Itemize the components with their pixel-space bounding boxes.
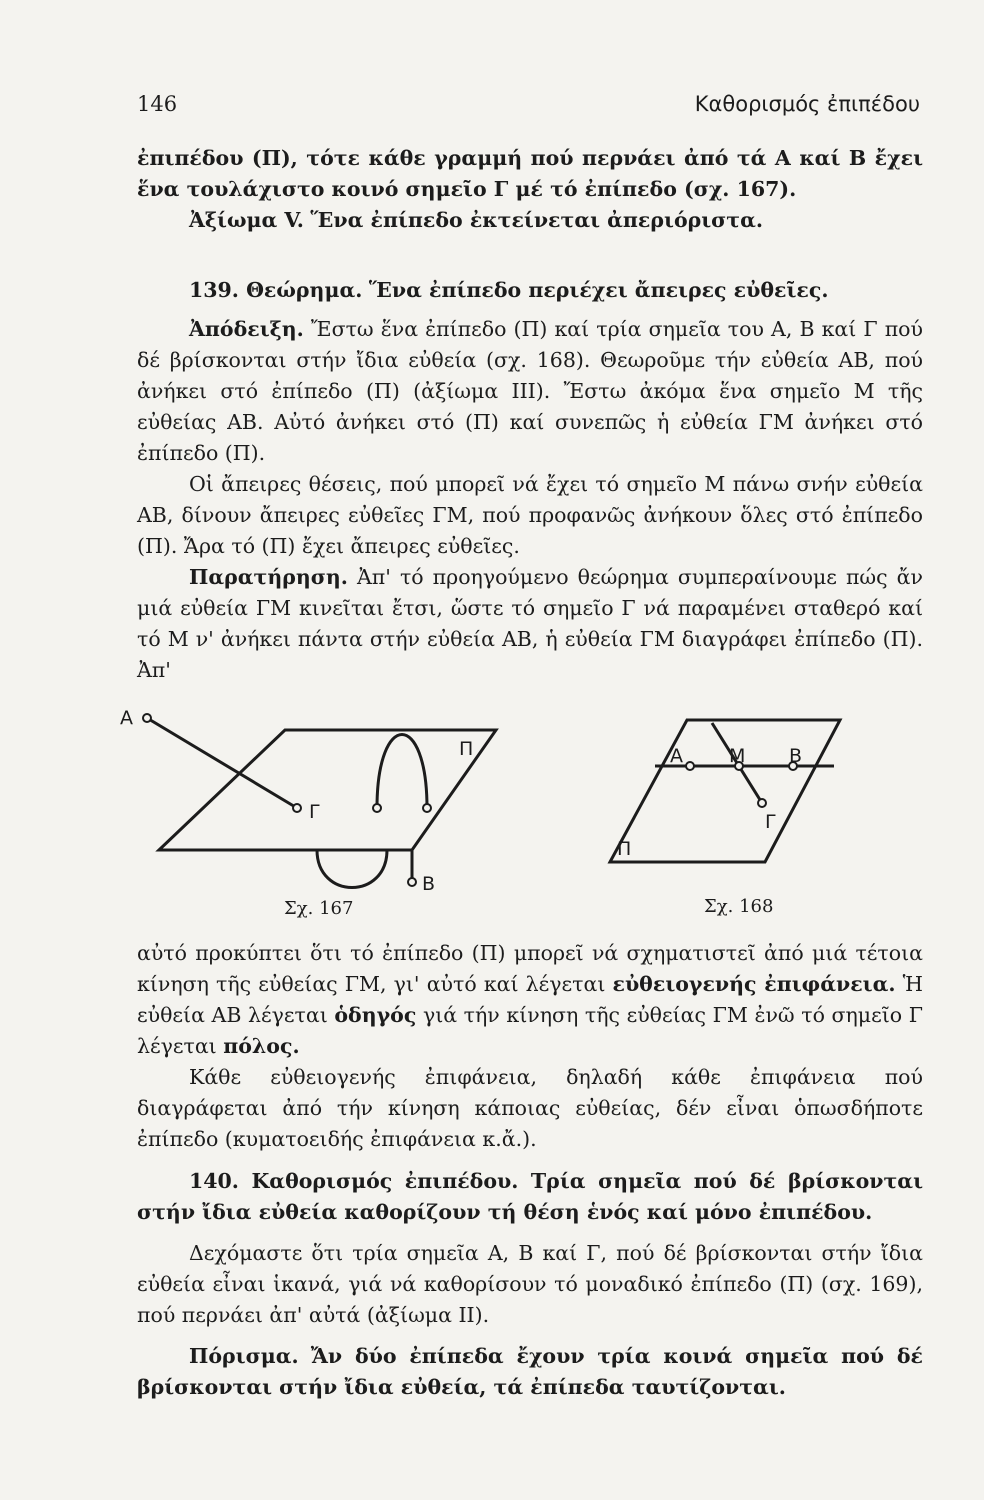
- fig168-label-B: Β: [789, 745, 803, 767]
- section-140-heading: 140. Καθορισμός ἐπιπέδου. Τρία σημεῖα πού δέ βρίσκονται στήν ἴδια εὐθεία καθορίζουν τή θέση ἑνός καί μόνο ἐπιπέδου.: [137, 1169, 923, 1224]
- ruled-surface-paragraph: [137, 938, 923, 1062]
- theorem-label: 139. Θεώρημα.: [189, 278, 363, 302]
- fig168-label-G: Γ: [765, 811, 776, 833]
- fig167-line-AG: [147, 718, 297, 808]
- proof-text: Ἔστω ἕνα ἐπίπεδο (Π) καί τρία σημεῖα του Α, Β καί Γ πού δέ βρίσκονται στήν ἴδια εὐθεία (σχ. 168). Θεωροῦμε τήν εὐθεία ΑΒ, πού ἀνήκει στό ἐπίπεδο (Π) (ἀξίωμα III). Ἔστω ἀκόμα ἕνα σημεῖο Μ τῆς εὐθείας ΑΒ. Αὐτό ἀνήκει στό (Π) καί συνεπῶς ἡ εὐθεία ΓΜ ἀνήκει στό ἐπίπεδο (Π).: [137, 317, 923, 465]
- infinite-positions-paragraph: Οἱ ἄπειρες θέσεις, πού μπορεῖ νά ἔχει τό σημεῖο Μ πάνω σνήν εὐθεία ΑΒ, δίνουν ἄπειρες εὐθεῖες ΓΜ, πού προφανῶς ἀνήκουν ὅλες στό ἐπίπεδο (Π). Ἄρα τό (Π) ἔχει ἄπειρες εὐθεῖες.: [137, 472, 923, 558]
- block-section-140: [137, 1166, 923, 1403]
- figure-168-drawing: [610, 720, 840, 862]
- term-pole: πόλος.: [223, 1034, 300, 1058]
- fig168-label-A: Α: [670, 745, 683, 767]
- ruled-surface-paragraph-2: Κάθε εὐθειογενής ἐπιφάνεια, δηλαδή κάθε ἐπιφάνεια πού διαγράφεται ἀπό τήν κίνηση κάποιας εὐθείας, δέν εἶναι ὁπωσδήποτε ἐπίπεδο (κυματοειδής ἐπιφάνεια κ.ἄ.).: [137, 1065, 923, 1151]
- fig167-curve-above: [377, 735, 427, 809]
- page-header: [137, 92, 920, 122]
- block-theorem-139: [137, 275, 923, 686]
- fig167-label-A: Α: [120, 707, 133, 729]
- corollary-paragraph: [137, 1341, 923, 1403]
- block-intro: [137, 143, 923, 236]
- fig167-point-curve-2: [423, 804, 431, 812]
- figures-row: [120, 700, 923, 925]
- theorem-139: [137, 275, 923, 306]
- axiom-label: Ἀξίωμα V.: [189, 208, 304, 232]
- ruled-text-3: γιά τήν κίνηση τῆς εὐθείας ΓΜ ἐνῶ τό σημεῖο Γ λέγεται: [137, 1003, 923, 1058]
- figure-167-drawing: [147, 718, 496, 888]
- corollary-label: Πόρισμα.: [189, 1344, 299, 1368]
- term-ruled-surface: εὐθειογενής ἐπιφάνεια.: [612, 972, 896, 996]
- remark-label: Παρατήρηση.: [189, 565, 348, 589]
- fig168-point-G: [758, 799, 766, 807]
- axiom-text: Ἕνα ἐπίπεδο ἐκτείνεται ἀπεριόριστα.: [310, 208, 763, 232]
- section-140-paragraph: Δεχόμαστε ὅτι τρία σημεῖα Α, Β καί Γ, πού δέ βρίσκονται στήν ἴδια εὐθεία εἶναι ἱκανά, γιά νά καθορίσουν τό μοναδικό ἐπίπεδο (Π) (σχ. 169), πού περνάει ἀπ' αὐτά (ἀξίωμα II).: [137, 1241, 923, 1327]
- fig168-label-M: Μ: [729, 745, 746, 767]
- proof-paragraph: [137, 314, 923, 469]
- axiom-v: [137, 205, 923, 236]
- fig167-point-B: [408, 878, 416, 886]
- ruled-text-2: Ἡ εὐθεία ΑΒ λέγεται: [137, 972, 923, 1027]
- figure-168-points: [686, 762, 797, 807]
- fig167-point-A: [143, 714, 151, 722]
- ruled-text-1: αὐτό προκύπτει ὅτι τό ἐπίπεδο (Π) μπορεῖ νά σχηματιστεῖ ἀπό μιά τέτοια κίνηση τῆς εὐθείας ΓΜ, γι' αὐτό καί λέγεται: [137, 941, 923, 996]
- fig167-point-curve-1: [373, 804, 381, 812]
- corollary-text: Ἄν δύο ἐπίπεδα ἔχουν τρία κοινά σημεῖα πού δέ βρίσκονται στήν ἴδια εὐθεία, τά ἐπίπεδα ταυτίζονται.: [137, 1344, 923, 1399]
- proof-label: Ἀπόδειξη.: [189, 317, 304, 341]
- running-title: Καθορισμός ἐπιπέδου: [694, 92, 920, 116]
- remark-paragraph: [137, 562, 923, 686]
- fig167-curve-below: [317, 850, 387, 888]
- fig167-label-G: Γ: [309, 801, 320, 823]
- figure-labels: [120, 707, 802, 895]
- fig168-caption: Σχ. 168: [704, 896, 774, 917]
- fig168-point-A: [686, 762, 694, 770]
- fig167-plane: [159, 730, 496, 850]
- block-ruled-surface: [137, 938, 923, 1155]
- remark-text: Ἀπ' τό προηγούμενο θεώρημα συμπεραίνουμε πώς ἄν μιά εὐθεία ΓΜ κινεῖται ἔτσι, ὥστε τό σημεῖο Γ νά παραμένει σταθερό καί τό Μ ν' ἀνήκει πάντα στήν εὐθεία ΑΒ, ἡ εὐθεία ΓΜ διαγράφει ἐπίπεδο (Π). Ἀπ': [137, 565, 923, 682]
- page-number: 146: [137, 92, 178, 116]
- theorem-text: Ἕνα ἐπίπεδο περιέχει ἄπειρες εὐθεῖες.: [368, 278, 829, 302]
- fig168-label-P: Π: [617, 838, 632, 860]
- fig167-caption: Σχ. 167: [284, 898, 354, 919]
- term-directrix: ὁδηγός: [334, 1003, 417, 1027]
- intro-paragraph: ἐπιπέδου (Π), τότε κάθε γραμμή πού περνάει ἀπό τά Α καί Β ἔχει ἕνα τουλάχιστο κοινό σημεῖο Γ μέ τό ἐπίπεδο (σχ. 167).: [137, 146, 923, 201]
- figures-svg: [120, 700, 923, 925]
- fig167-label-P: Π: [459, 738, 474, 760]
- fig167-point-G: [293, 804, 301, 812]
- fig167-label-B: Β: [422, 873, 436, 895]
